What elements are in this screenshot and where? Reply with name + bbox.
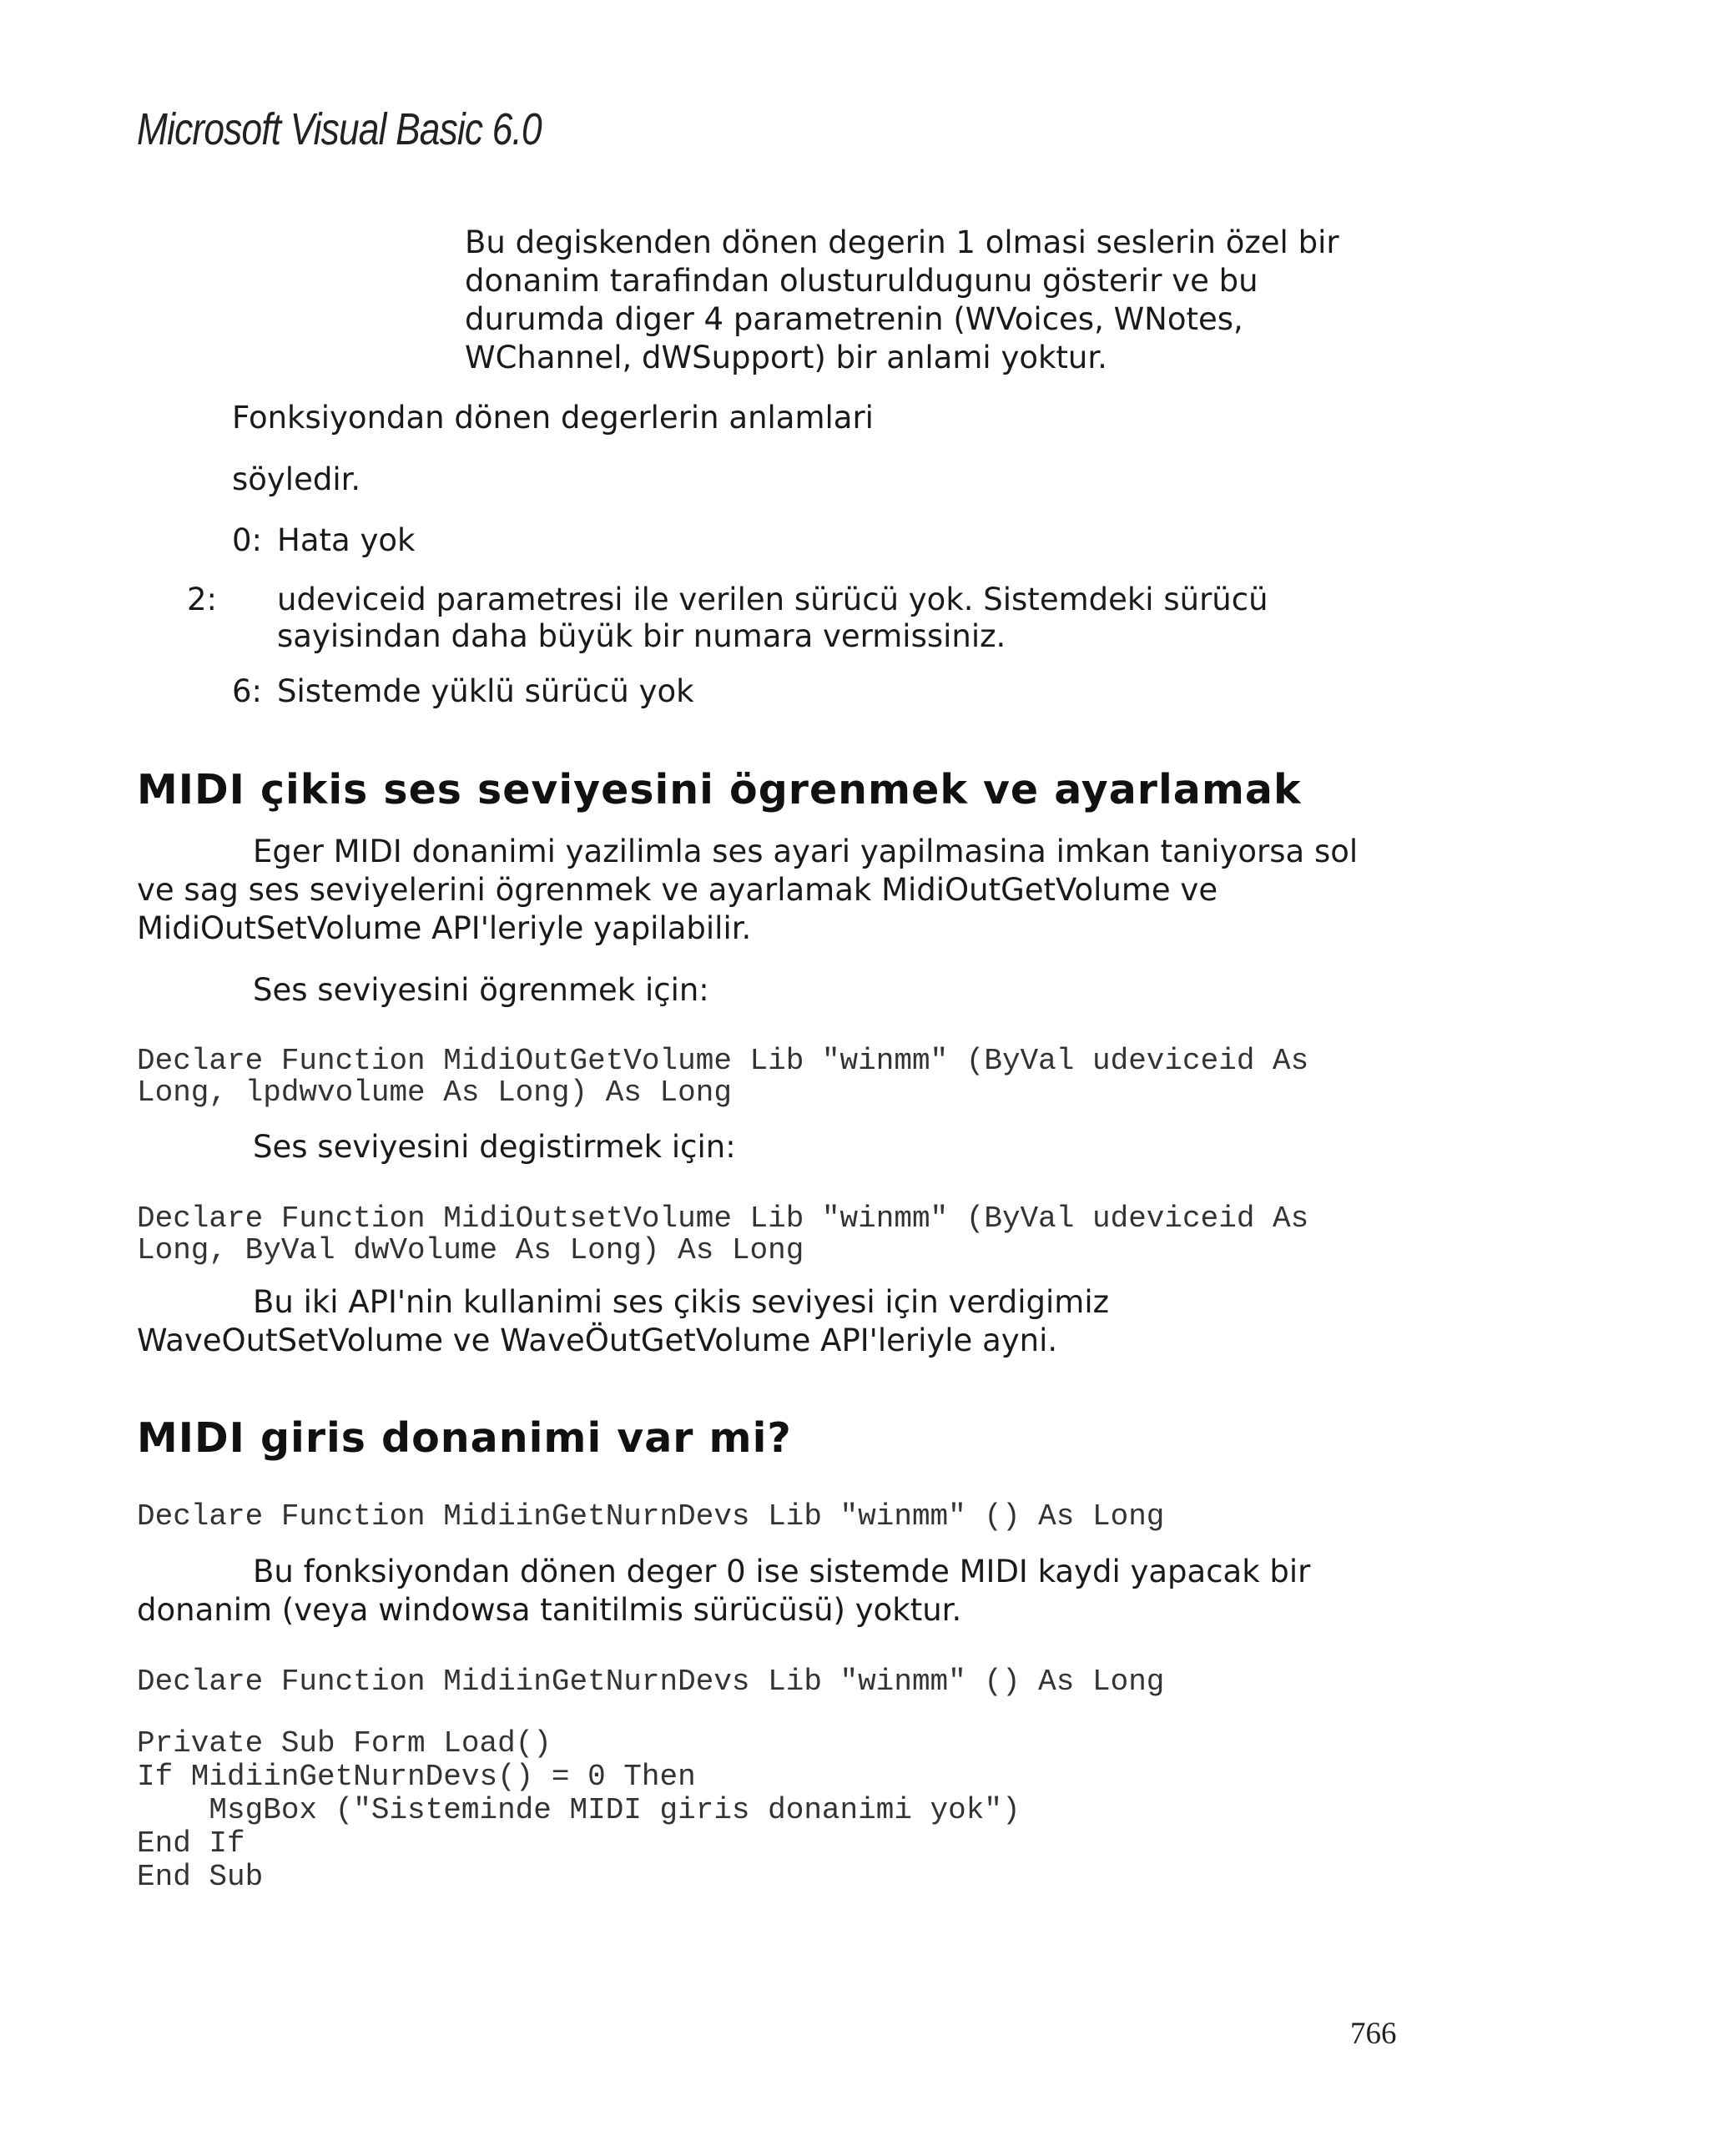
return-description: udeviceid parametresi ile verilen sürücü yok. Sistemdeki sürücü sayisindan daha büyük bir numara vermissiniz.: [277, 582, 1268, 654]
paragraph-line: WaveOutSetVolume ve WaveÖutGetVolume API'leriyle ayni.: [137, 1322, 1058, 1358]
return-description: Hata yok: [277, 522, 416, 558]
code-form-load: Private Sub Form Load() If MidiinGetNurnDevs() = 0 Then MsgBox ("Sisteminde MIDI giris donanimi yok") End If End Sub: [137, 1726, 1021, 1894]
intro-line: durumda diger 4 parametrenin (WVoices, WNotes,: [465, 301, 1243, 337]
intro-line: donanim tarafindan olusturuldugunu gösterir ve bu: [465, 263, 1258, 299]
section-heading: MIDI çikis ses seviyesini ögrenmek ve ayarlamak: [137, 766, 1302, 814]
code-declare-numdevs: Declare Function MidiinGetNurnDevs Lib "winmm" () As Long: [137, 1499, 1165, 1534]
section1-closing-paragraph: [137, 1283, 1389, 1360]
paragraph-line: Eger MIDI donanimi yazilimla ses ayari yapilmasina imkan taniyorsa sol: [253, 834, 1359, 869]
return-value-item: [232, 521, 415, 560]
return-value-item: [187, 582, 1345, 655]
learn-label: Ses seviyesini ögrenmek için:: [253, 972, 709, 1008]
return-code: 0:: [232, 522, 263, 558]
intro-paragraph: [465, 224, 1408, 377]
return-values-intro-cont: söyledir.: [232, 461, 361, 497]
code-set-volume: Declare Function MidiOutsetVolume Lib "winmm" (ByVal udeviceid As Long, ByVal dwVolume As Long) As Long: [137, 1201, 1309, 1267]
paragraph-line: Bu fonksiyondan dönen deger 0 ise sistemde MIDI kaydi yapacak bir: [253, 1554, 1311, 1589]
page-number: 766: [1350, 2017, 1397, 2051]
return-value-item: [232, 672, 694, 711]
code-get-volume: Declare Function MidiOutGetVolume Lib "winmm" (ByVal udeviceid As Long, lpdwvolume As Long) As Long: [137, 1044, 1309, 1110]
code-declare-numdevs-repeat: Declare Function MidiinGetNurnDevs Lib "winmm" () As Long: [137, 1665, 1165, 1699]
paragraph-line: MidiOutSetVolume API'leriyle yapilabilir.: [137, 910, 752, 946]
running-header: Microsoft Visual Basic 6.0: [137, 104, 542, 154]
change-label: Ses seviyesini degistirmek için:: [253, 1129, 736, 1165]
paragraph-line: donanim (veya windowsa tanitilmis sürücüsü) yoktur.: [137, 1592, 962, 1628]
return-code: 6:: [232, 673, 263, 709]
section-heading: MIDI giris donanimi var mi?: [137, 1414, 792, 1462]
paragraph-line: Bu iki API'nin kullanimi ses çikis seviyesi için verdigimiz: [253, 1284, 1110, 1320]
return-values-intro: Fonksiyondan dönen degerlerin anlamlari: [232, 400, 874, 436]
section2-paragraph: [137, 1553, 1389, 1630]
paragraph-line: ve sag ses seviyelerini ögrenmek ve ayarlamak MidiOutGetVolume ve: [137, 872, 1218, 908]
return-description: Sistemde yüklü sürücü yok: [277, 673, 694, 709]
section1-paragraph: [137, 833, 1389, 948]
return-code: 2:: [187, 582, 218, 617]
intro-line: WChannel, dWSupport) bir anlami yoktur.: [465, 340, 1107, 375]
intro-line: Bu degiskenden dönen degerin 1 olmasi seslerin özel bir: [465, 224, 1339, 260]
